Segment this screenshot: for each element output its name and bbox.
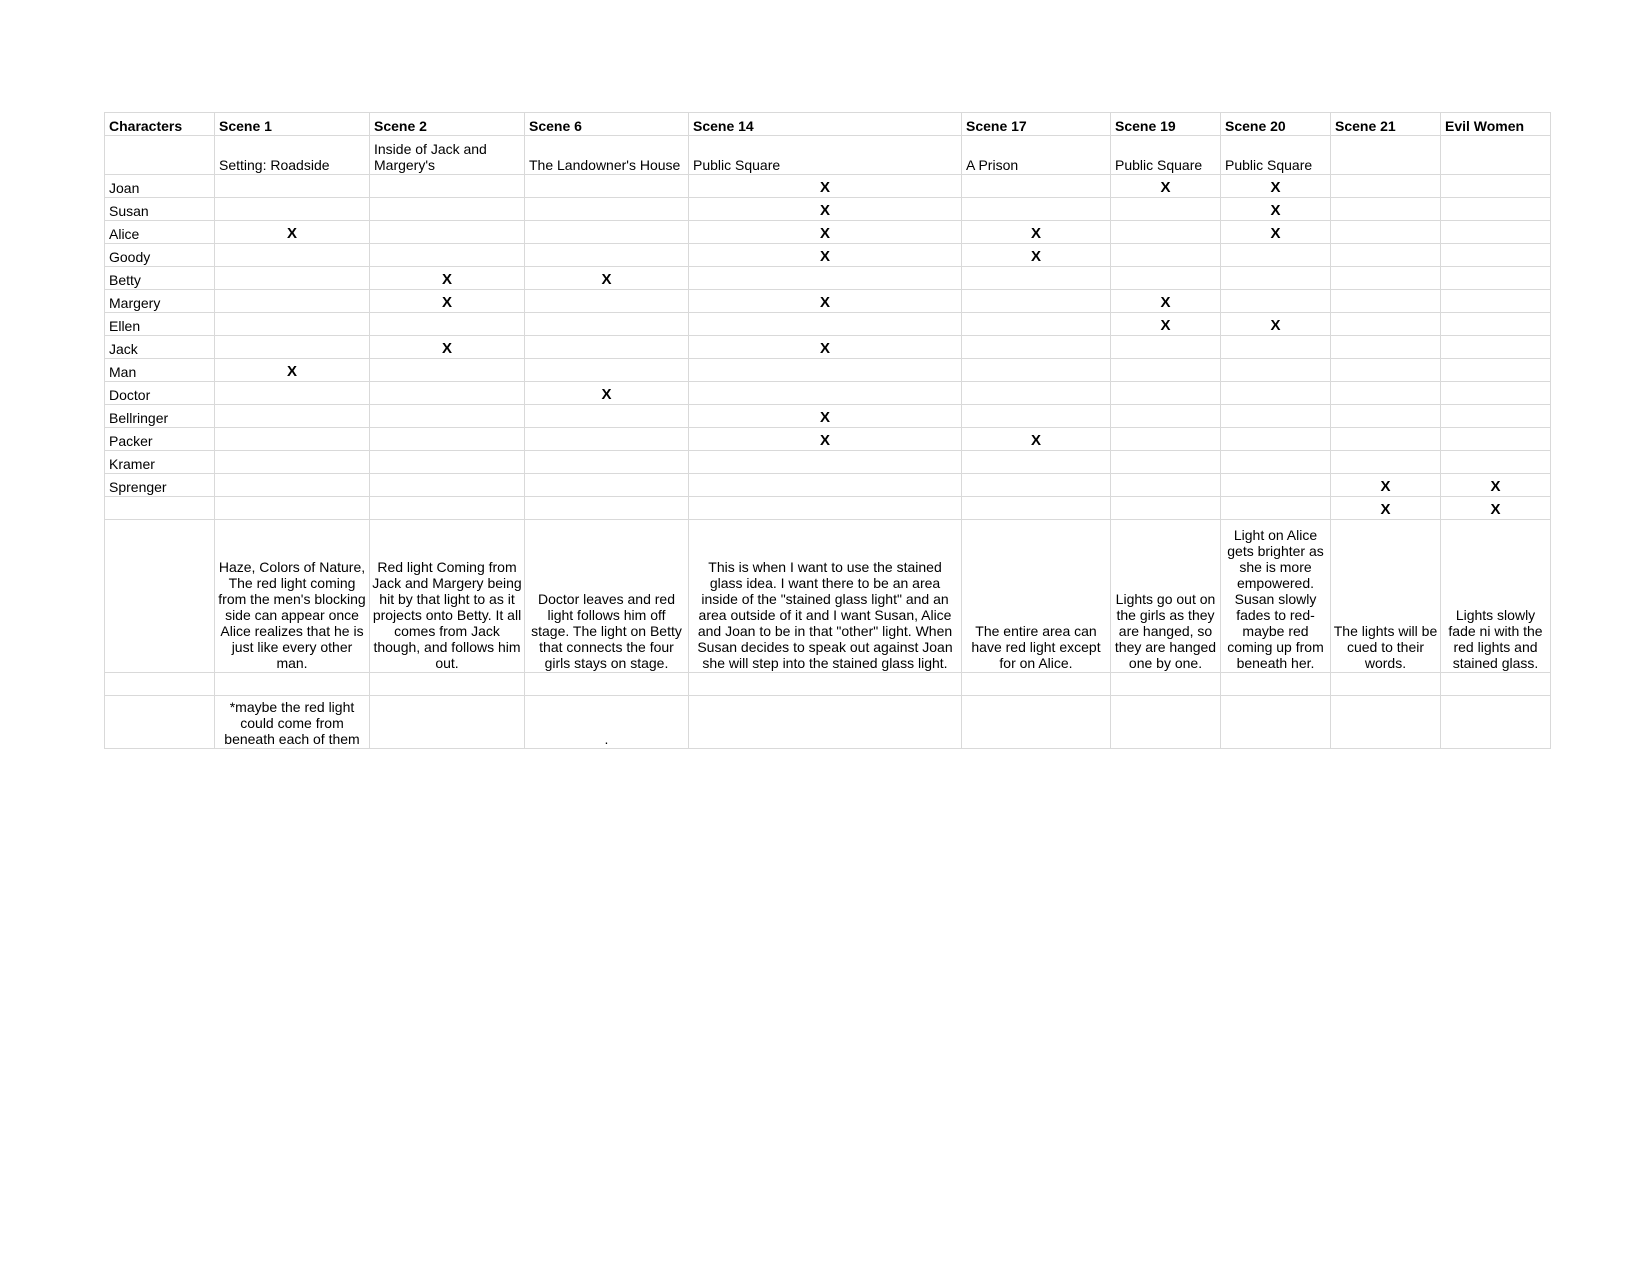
scene-mark-cell[interactable]: [689, 451, 962, 474]
lighting-note-cell[interactable]: Haze, Colors of Nature, The red light coming from the men's blocking side can appear once Alice realizes that he is just like every other man.: [215, 520, 370, 673]
footnote-cell[interactable]: [689, 696, 962, 749]
scene-mark-cell[interactable]: [962, 405, 1111, 428]
character-name-cell[interactable]: Margery: [105, 290, 215, 313]
scene-mark-cell[interactable]: [215, 474, 370, 497]
scene-mark-cell[interactable]: [215, 290, 370, 313]
scene-mark-cell[interactable]: [1221, 474, 1331, 497]
scene-mark-cell[interactable]: [525, 336, 689, 359]
character-name-cell[interactable]: Jack: [105, 336, 215, 359]
character-name-cell[interactable]: Doctor: [105, 382, 215, 405]
setting-cell[interactable]: A Prison: [962, 136, 1111, 175]
scene-mark-cell[interactable]: [215, 267, 370, 290]
scene-mark-cell[interactable]: [1221, 244, 1331, 267]
character-row: [105, 290, 1551, 313]
scene-mark-cell[interactable]: [525, 428, 689, 451]
scene-mark-cell[interactable]: X: [370, 336, 525, 359]
character-name-cell[interactable]: Susan: [105, 198, 215, 221]
scene-mark-cell[interactable]: [1441, 267, 1551, 290]
scene-mark-cell[interactable]: X: [689, 290, 962, 313]
footnote-cell[interactable]: *maybe the red light could come from beneath each of them: [215, 696, 370, 749]
scene-mark-cell[interactable]: X: [525, 382, 689, 405]
scene-mark-cell[interactable]: [215, 451, 370, 474]
scene-mark-cell[interactable]: [370, 474, 525, 497]
character-row: [105, 359, 1551, 382]
scene-mark-cell[interactable]: [215, 175, 370, 198]
scene-mark-cell[interactable]: [215, 313, 370, 336]
scene-mark-cell[interactable]: [1111, 405, 1221, 428]
scene-mark-cell[interactable]: [215, 198, 370, 221]
scene-mark-cell[interactable]: X: [215, 221, 370, 244]
scene-mark-cell[interactable]: [525, 474, 689, 497]
column-header[interactable]: Scene 19: [1111, 113, 1221, 136]
setting-cell[interactable]: [105, 136, 215, 175]
character-name-cell[interactable]: Sprenger: [105, 474, 215, 497]
lighting-note-cell[interactable]: Lights go out on the girls as they are hanged, so they are hanged one by one.: [1111, 520, 1221, 673]
spreadsheet-table: [104, 112, 1551, 749]
scene-mark-cell[interactable]: [215, 405, 370, 428]
scene-mark-cell[interactable]: [962, 451, 1111, 474]
lighting-notes-row: [105, 520, 1551, 673]
scene-mark-cell[interactable]: [962, 198, 1111, 221]
scene-mark-cell[interactable]: [1441, 175, 1551, 198]
scene-mark-cell[interactable]: [1441, 359, 1551, 382]
blank-cell[interactable]: [962, 673, 1111, 696]
footnote-cell[interactable]: [1331, 696, 1441, 749]
scene-mark-cell[interactable]: [1221, 405, 1331, 428]
character-name-cell[interactable]: Kramer: [105, 451, 215, 474]
scene-mark-cell[interactable]: [1441, 382, 1551, 405]
scene-mark-cell[interactable]: [962, 336, 1111, 359]
character-row: [105, 267, 1551, 290]
character-name-cell[interactable]: Betty: [105, 267, 215, 290]
blank-cell[interactable]: [1441, 673, 1551, 696]
scene-mark-cell[interactable]: X: [1331, 474, 1441, 497]
scene-mark-cell[interactable]: [370, 382, 525, 405]
scene-mark-cell[interactable]: [689, 497, 962, 520]
column-header[interactable]: Scene 1: [215, 113, 370, 136]
blank-cell[interactable]: [1111, 673, 1221, 696]
scene-mark-cell[interactable]: [1331, 451, 1441, 474]
column-header[interactable]: Scene 21: [1331, 113, 1441, 136]
scene-mark-cell[interactable]: [215, 428, 370, 451]
scene-mark-cell[interactable]: [1111, 244, 1221, 267]
scene-mark-cell[interactable]: [1331, 221, 1441, 244]
character-row: [105, 336, 1551, 359]
character-row: [105, 497, 1551, 520]
character-name-cell[interactable]: [105, 497, 215, 520]
scene-mark-cell[interactable]: [370, 175, 525, 198]
scene-mark-cell[interactable]: [1111, 474, 1221, 497]
scene-mark-cell[interactable]: [525, 497, 689, 520]
scene-mark-cell[interactable]: [962, 267, 1111, 290]
footnote-cell[interactable]: [370, 696, 525, 749]
footnote-cell[interactable]: [962, 696, 1111, 749]
scene-mark-cell[interactable]: [525, 313, 689, 336]
scene-mark-cell[interactable]: [1221, 451, 1331, 474]
character-row: [105, 405, 1551, 428]
blank-cell[interactable]: [215, 673, 370, 696]
blank-cell[interactable]: [689, 673, 962, 696]
blank-row: [105, 673, 1551, 696]
column-header[interactable]: Scene 6: [525, 113, 689, 136]
character-row: [105, 474, 1551, 497]
character-name-cell[interactable]: Bellringer: [105, 405, 215, 428]
scene-mark-cell[interactable]: [370, 497, 525, 520]
scene-mark-cell[interactable]: [1441, 221, 1551, 244]
scene-mark-cell[interactable]: [1111, 451, 1221, 474]
column-header[interactable]: Characters: [105, 113, 215, 136]
character-name-cell[interactable]: Packer: [105, 428, 215, 451]
scene-mark-cell[interactable]: [1331, 405, 1441, 428]
scene-mark-cell[interactable]: [1441, 244, 1551, 267]
setting-cell[interactable]: Setting: Roadside: [215, 136, 370, 175]
lighting-note-cell[interactable]: This is when I want to use the stained glass idea. I want there to be an area inside of the "stained glass light" and an area outside of it and I want Susan, Alice and Joan to be in that "other" light. When Susan decides to speak out against Joan she will step into the stained glass light.: [689, 520, 962, 673]
character-row: [105, 221, 1551, 244]
footnote-cell[interactable]: [1111, 696, 1221, 749]
scene-mark-cell[interactable]: [1441, 290, 1551, 313]
scene-mark-cell[interactable]: [1111, 198, 1221, 221]
scene-mark-cell[interactable]: X: [1221, 221, 1331, 244]
column-header[interactable]: Scene 2: [370, 113, 525, 136]
scene-mark-cell[interactable]: [1331, 244, 1441, 267]
character-row: [105, 175, 1551, 198]
scene-mark-cell[interactable]: [1441, 428, 1551, 451]
blank-cell[interactable]: [1221, 673, 1331, 696]
scene-mark-cell[interactable]: [370, 313, 525, 336]
scene-mark-cell[interactable]: [370, 244, 525, 267]
column-header[interactable]: Evil Women: [1441, 113, 1551, 136]
character-row: [105, 428, 1551, 451]
column-header[interactable]: Scene 14: [689, 113, 962, 136]
scene-mark-cell[interactable]: [215, 382, 370, 405]
scene-mark-cell[interactable]: [1331, 267, 1441, 290]
character-name-cell[interactable]: Man: [105, 359, 215, 382]
scene-mark-cell[interactable]: X: [689, 198, 962, 221]
lighting-note-cell[interactable]: The entire area can have red light except for on Alice.: [962, 520, 1111, 673]
scene-mark-cell[interactable]: [689, 359, 962, 382]
scene-mark-cell[interactable]: [525, 405, 689, 428]
scene-mark-cell[interactable]: [962, 382, 1111, 405]
scene-mark-cell[interactable]: [370, 405, 525, 428]
scene-mark-cell[interactable]: [1221, 497, 1331, 520]
setting-cell[interactable]: Public Square: [689, 136, 962, 175]
scene-mark-cell[interactable]: [215, 336, 370, 359]
lighting-note-cell[interactable]: The lights will be cued to their words.: [1331, 520, 1441, 673]
character-row: [105, 451, 1551, 474]
scene-mark-cell[interactable]: X: [1221, 313, 1331, 336]
scene-mark-cell[interactable]: X: [1221, 198, 1331, 221]
lighting-note-cell[interactable]: Red light Coming from Jack and Margery being hit by that light to as it projects onto Betty. It all comes from Jack though, and follows him out.: [370, 520, 525, 673]
header-row: [105, 113, 1551, 136]
character-row: [105, 382, 1551, 405]
scene-mark-cell[interactable]: X: [370, 267, 525, 290]
scene-mark-cell[interactable]: [1331, 359, 1441, 382]
scene-mark-cell[interactable]: X: [525, 267, 689, 290]
character-name-cell[interactable]: Ellen: [105, 313, 215, 336]
setting-cell[interactable]: [1441, 136, 1551, 175]
scene-mark-cell[interactable]: [525, 359, 689, 382]
footnote-cell[interactable]: .: [525, 696, 689, 749]
scene-mark-cell[interactable]: [525, 244, 689, 267]
setting-row: [105, 136, 1551, 175]
blank-cell[interactable]: [105, 673, 215, 696]
character-row: [105, 313, 1551, 336]
scene-mark-cell[interactable]: [1221, 382, 1331, 405]
scene-mark-cell[interactable]: X: [962, 428, 1111, 451]
scene-mark-cell[interactable]: X: [1331, 497, 1441, 520]
scene-mark-cell[interactable]: [1331, 336, 1441, 359]
scene-mark-cell[interactable]: X: [215, 359, 370, 382]
blank-cell[interactable]: [1331, 673, 1441, 696]
setting-cell[interactable]: The Landowner's House: [525, 136, 689, 175]
footnote-row: [105, 696, 1551, 749]
lighting-note-cell[interactable]: Lights slowly fade ni with the red lights and stained glass.: [1441, 520, 1551, 673]
scene-mark-cell[interactable]: [1111, 336, 1221, 359]
lighting-note-cell[interactable]: [105, 520, 215, 673]
scene-mark-cell[interactable]: [962, 290, 1111, 313]
footnote-cell[interactable]: [105, 696, 215, 749]
scene-mark-cell[interactable]: [525, 290, 689, 313]
scene-mark-cell[interactable]: [525, 221, 689, 244]
scene-mark-cell[interactable]: X: [689, 405, 962, 428]
scene-mark-cell[interactable]: [962, 175, 1111, 198]
character-name-cell[interactable]: Joan: [105, 175, 215, 198]
scene-mark-cell[interactable]: [962, 359, 1111, 382]
scene-mark-cell[interactable]: X: [962, 221, 1111, 244]
scene-mark-cell[interactable]: X: [1111, 290, 1221, 313]
scene-mark-cell[interactable]: [370, 451, 525, 474]
scene-mark-cell[interactable]: [962, 313, 1111, 336]
scene-mark-cell[interactable]: [370, 221, 525, 244]
character-name-cell[interactable]: Alice: [105, 221, 215, 244]
scene-mark-cell[interactable]: [1111, 497, 1221, 520]
character-name-cell[interactable]: Goody: [105, 244, 215, 267]
lighting-note-cell[interactable]: Light on Alice gets brighter as she is more empowered. Susan slowly fades to red- maybe red coming up from beneath her.: [1221, 520, 1331, 673]
scene-mark-cell[interactable]: [1441, 198, 1551, 221]
scene-mark-cell[interactable]: X: [1441, 474, 1551, 497]
spreadsheet-body: [105, 113, 1551, 749]
scene-mark-cell[interactable]: [370, 359, 525, 382]
setting-cell[interactable]: Public Square: [1111, 136, 1221, 175]
character-row: [105, 198, 1551, 221]
blank-cell[interactable]: [525, 673, 689, 696]
scene-mark-cell[interactable]: [1111, 382, 1221, 405]
scene-mark-cell[interactable]: [1441, 451, 1551, 474]
scene-mark-cell[interactable]: [1221, 359, 1331, 382]
column-header[interactable]: Scene 17: [962, 113, 1111, 136]
scene-mark-cell[interactable]: [1221, 290, 1331, 313]
lighting-note-cell[interactable]: Doctor leaves and red light follows him off stage. The light on Betty that connects the four girls stays on stage.: [525, 520, 689, 673]
column-header[interactable]: Scene 20: [1221, 113, 1331, 136]
scene-mark-cell[interactable]: [689, 313, 962, 336]
scene-mark-cell[interactable]: X: [689, 221, 962, 244]
scene-mark-cell[interactable]: [1331, 428, 1441, 451]
scene-mark-cell[interactable]: X: [1111, 313, 1221, 336]
scene-mark-cell[interactable]: [215, 244, 370, 267]
blank-cell[interactable]: [370, 673, 525, 696]
scene-mark-cell[interactable]: [370, 198, 525, 221]
scene-mark-cell[interactable]: [1441, 405, 1551, 428]
scene-mark-cell[interactable]: [689, 382, 962, 405]
scene-mark-cell[interactable]: [962, 474, 1111, 497]
scene-mark-cell[interactable]: [689, 474, 962, 497]
scene-mark-cell[interactable]: [525, 451, 689, 474]
scene-mark-cell[interactable]: [689, 267, 962, 290]
scene-mark-cell[interactable]: [1111, 359, 1221, 382]
scene-mark-cell[interactable]: [1221, 336, 1331, 359]
scene-mark-cell[interactable]: [215, 497, 370, 520]
scene-mark-cell[interactable]: [1331, 198, 1441, 221]
scene-mark-cell[interactable]: X: [689, 244, 962, 267]
scene-mark-cell[interactable]: [1111, 267, 1221, 290]
setting-cell[interactable]: Public Square: [1221, 136, 1331, 175]
scene-mark-cell[interactable]: X: [689, 428, 962, 451]
character-row: [105, 244, 1551, 267]
footnote-cell[interactable]: [1441, 696, 1551, 749]
setting-cell[interactable]: Inside of Jack and Margery's: [370, 136, 525, 175]
footnote-cell[interactable]: [1221, 696, 1331, 749]
scene-mark-cell[interactable]: X: [689, 336, 962, 359]
scene-mark-cell[interactable]: X: [689, 175, 962, 198]
scene-mark-cell[interactable]: [1331, 290, 1441, 313]
scene-mark-cell[interactable]: [1441, 336, 1551, 359]
scene-mark-cell[interactable]: [1221, 428, 1331, 451]
scene-mark-cell[interactable]: [1221, 267, 1331, 290]
scene-mark-cell[interactable]: [1331, 382, 1441, 405]
scene-mark-cell[interactable]: X: [962, 244, 1111, 267]
scene-mark-cell[interactable]: [1111, 221, 1221, 244]
scene-mark-cell[interactable]: [1331, 175, 1441, 198]
scene-mark-cell[interactable]: [1111, 428, 1221, 451]
scene-mark-cell[interactable]: X: [1111, 175, 1221, 198]
scene-mark-cell[interactable]: [525, 175, 689, 198]
scene-mark-cell[interactable]: [962, 497, 1111, 520]
scene-mark-cell[interactable]: [525, 198, 689, 221]
scene-mark-cell[interactable]: X: [1441, 497, 1551, 520]
scene-mark-cell[interactable]: X: [1221, 175, 1331, 198]
scene-mark-cell[interactable]: X: [370, 290, 525, 313]
scene-mark-cell[interactable]: [370, 428, 525, 451]
scene-mark-cell[interactable]: [1331, 313, 1441, 336]
scene-mark-cell[interactable]: [1441, 313, 1551, 336]
setting-cell[interactable]: [1331, 136, 1441, 175]
